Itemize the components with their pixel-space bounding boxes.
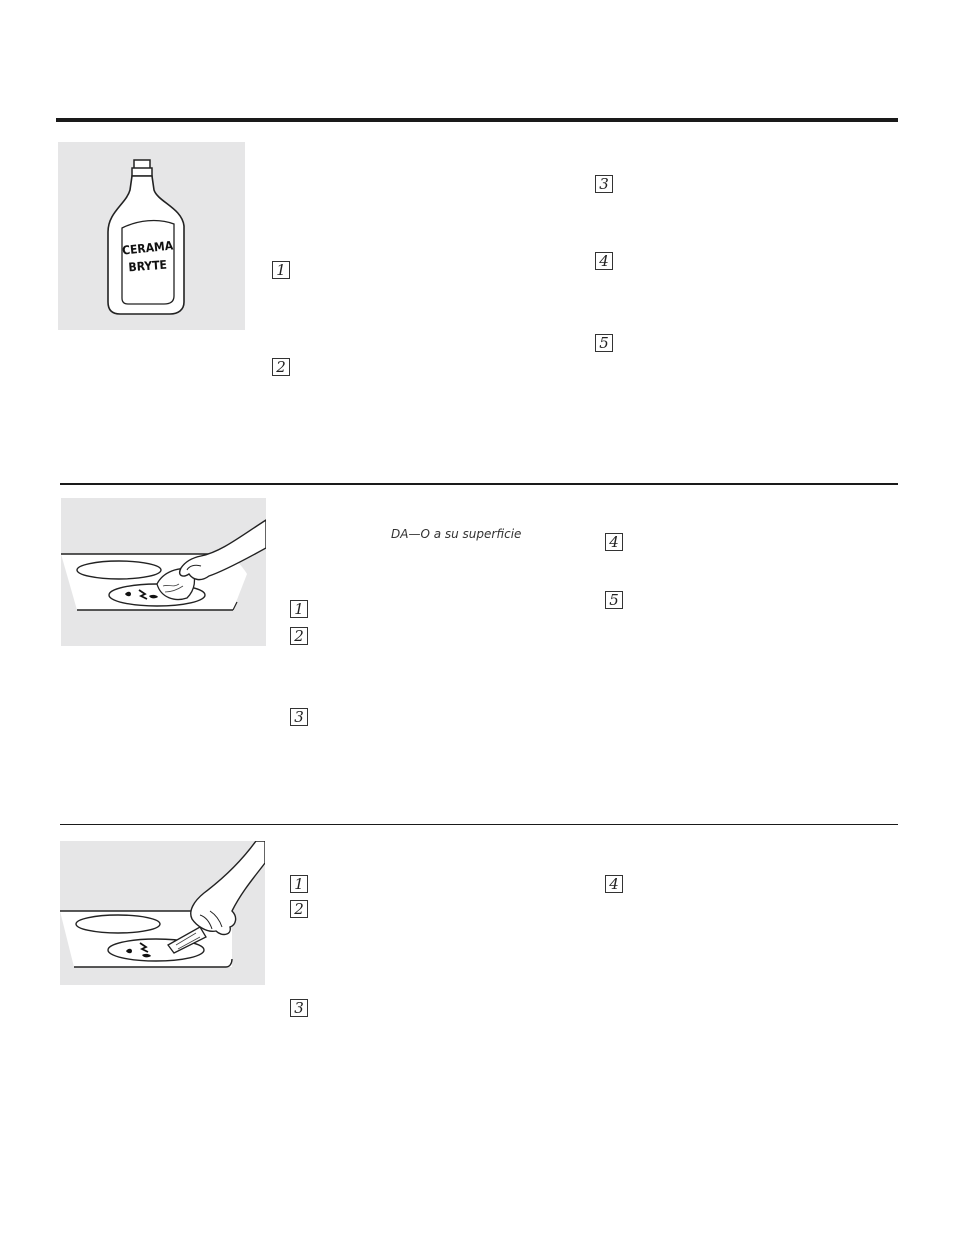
header-rule bbox=[56, 118, 898, 122]
section-3-step-1: 1 bbox=[290, 875, 308, 893]
section-2-step-1: 1 bbox=[290, 600, 308, 618]
scraping-illustration bbox=[60, 841, 265, 985]
bottle-illustration bbox=[58, 142, 245, 330]
section-divider-2 bbox=[60, 824, 898, 825]
section-1-step-5: 5 bbox=[595, 334, 613, 352]
section-1-step-3: 3 bbox=[595, 175, 613, 193]
section-2-step-4: 4 bbox=[605, 533, 623, 551]
section-3-step-3: 3 bbox=[290, 999, 308, 1017]
section-2-step-5: 5 bbox=[605, 591, 623, 609]
section-2-note: DA—O a su superficie bbox=[391, 527, 522, 541]
section-2-step-3: 3 bbox=[290, 708, 308, 726]
wiping-illustration bbox=[61, 498, 266, 646]
section-3-step-4: 4 bbox=[605, 875, 623, 893]
section-3-step-2: 2 bbox=[290, 900, 308, 918]
section-2-step-2: 2 bbox=[290, 627, 308, 645]
bottle-label-line-2: BRYTE bbox=[128, 257, 168, 275]
bottle-label-line-1: CERAMA bbox=[121, 238, 174, 258]
section-1-step-4: 4 bbox=[595, 252, 613, 270]
section-1-step-2: 2 bbox=[272, 358, 290, 376]
section-1-step-1: 1 bbox=[272, 261, 290, 279]
section-divider-1 bbox=[60, 483, 898, 485]
